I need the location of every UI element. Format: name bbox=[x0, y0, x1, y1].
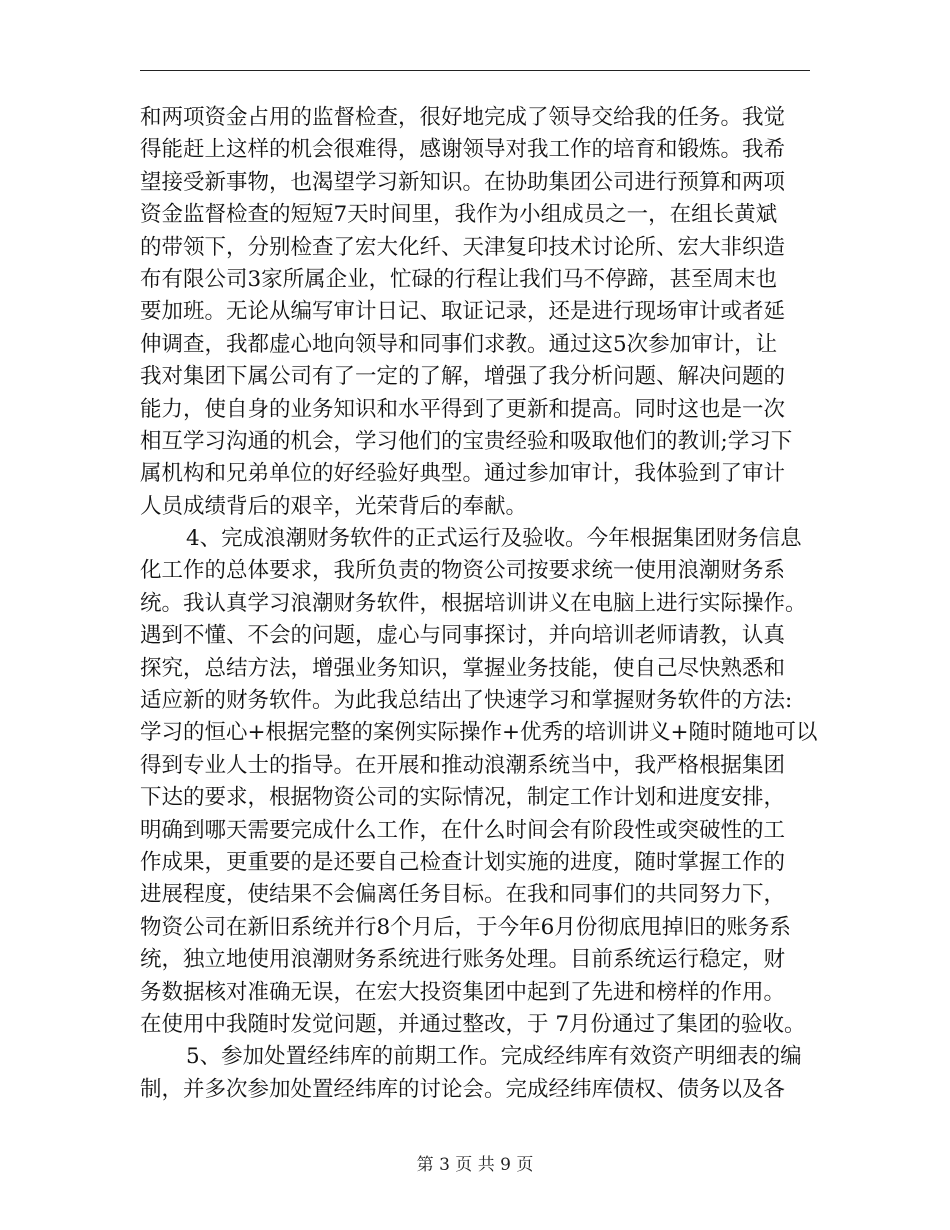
document-body bbox=[140, 102, 818, 1106]
text-line: 在使用中我随时发觉问题，并通过整改，于 7月份通过了集团的验收。 bbox=[140, 1011, 806, 1037]
text-line: 得到专业人士的指导。在开展和推动浪潮系统当中，我严格根据集团 bbox=[140, 752, 786, 778]
text-line: 的带领下，分别检查了宏大化纤、天津复印技术讨论所、宏大非织造 bbox=[140, 234, 786, 260]
text-line: 进展程度，使结果不会偏离任务目标。在我和同事们的共同努力下， bbox=[140, 882, 786, 908]
text-line: 5、参加处置经纬库的前期工作。完成经纬库有效资产明细表的编 bbox=[186, 1044, 802, 1070]
text-line: 4、完成浪潮财务软件的正式运行及验收。今年根据集团财务信息 bbox=[186, 526, 802, 552]
text-line: 作成果，更重要的是还要自己检查计划实施的进度，随时掌握工作的 bbox=[140, 849, 786, 875]
header-rule bbox=[140, 70, 810, 71]
text-line: 得能赶上这样的机会很难得，感谢领导对我工作的培育和锻炼。我希 bbox=[140, 137, 786, 163]
text-line: 下达的要求，根据物资公司的实际情况，制定工作计划和进度安排， bbox=[140, 785, 786, 811]
text-line: 伸调查，我都虚心地向领导和同事们求教。通过这5次参加审计，让 bbox=[140, 331, 778, 357]
page-footer: 第 3 页 共 9 页 bbox=[416, 1155, 534, 1175]
text-line: 制，并多次参加处置经纬库的讨论会。完成经纬库债权、债务以及各 bbox=[140, 1076, 786, 1102]
text-line: 要加班。无论从编写审计日记、取证记录，还是进行现场审计或者延 bbox=[140, 299, 786, 325]
text-line: 人员成绩背后的艰辛，光荣背后的奉献。 bbox=[140, 493, 528, 519]
text-line: 和两项资金占用的监督检查，很好地完成了领导交给我的任务。我觉 bbox=[140, 105, 786, 130]
text-line: 能力，使自身的业务知识和水平得到了更新和提高。同时这也是一次 bbox=[140, 396, 786, 422]
text-line: 相互学习沟通的机会，学习他们的宝贵经验和吸取他们的教训;学习下 bbox=[140, 428, 793, 454]
text-line: 统。我认真学习浪潮财务软件，根据培训讲义在电脑上进行实际操作。 bbox=[140, 590, 807, 616]
text-line: 探究，总结方法，增强业务知识，掌握业务技能，使自己尽快熟悉和 bbox=[140, 655, 786, 681]
text-line: 属机构和兄弟单位的好经验好典型。通过参加审计，我体验到了审计 bbox=[140, 461, 786, 487]
text-line: 物资公司在新旧系统并行8个月后，于今年6月份彻底甩掉旧的账务系 bbox=[140, 914, 791, 940]
text-line: 务数据核对准确无误，在宏大投资集团中起到了先进和榜样的作用。 bbox=[140, 979, 786, 1005]
text-line: 统，独立地使用浪潮财务系统进行账务处理。目前系统运行稳定，财 bbox=[140, 947, 786, 973]
text-line: 学习的恒心+根据完整的案例实际操作+优秀的培训讲义+随时随地可以 bbox=[140, 720, 818, 746]
text-line: 明确到哪天需要完成什么工作，在什么时间会有阶段性或突破性的工 bbox=[140, 817, 786, 843]
text-line: 布有限公司3家所属企业，忙碌的行程让我们马不停蹄，甚至周末也 bbox=[140, 266, 778, 292]
text-line: 望接受新事物，也渴望学习新知识。在协助集团公司进行预算和两项 bbox=[140, 169, 786, 195]
text-line: 适应新的财务软件。为此我总结出了快速学习和掌握财务软件的方法: bbox=[140, 688, 793, 714]
text-line: 化工作的总体要求，我所负责的物资公司按要求统一使用浪潮财务系 bbox=[140, 558, 786, 584]
text-line: 我对集团下属公司有了一定的了解，增强了我分析问题、解决问题的 bbox=[140, 364, 786, 390]
text-line: 资金监督检查的短短7天时间里，我作为小组成员之一，在组长黄斌 bbox=[140, 202, 778, 228]
text-line: 遇到不懂、不会的问题，虚心与同事探讨，并向培训老师请教，认真 bbox=[140, 623, 786, 649]
